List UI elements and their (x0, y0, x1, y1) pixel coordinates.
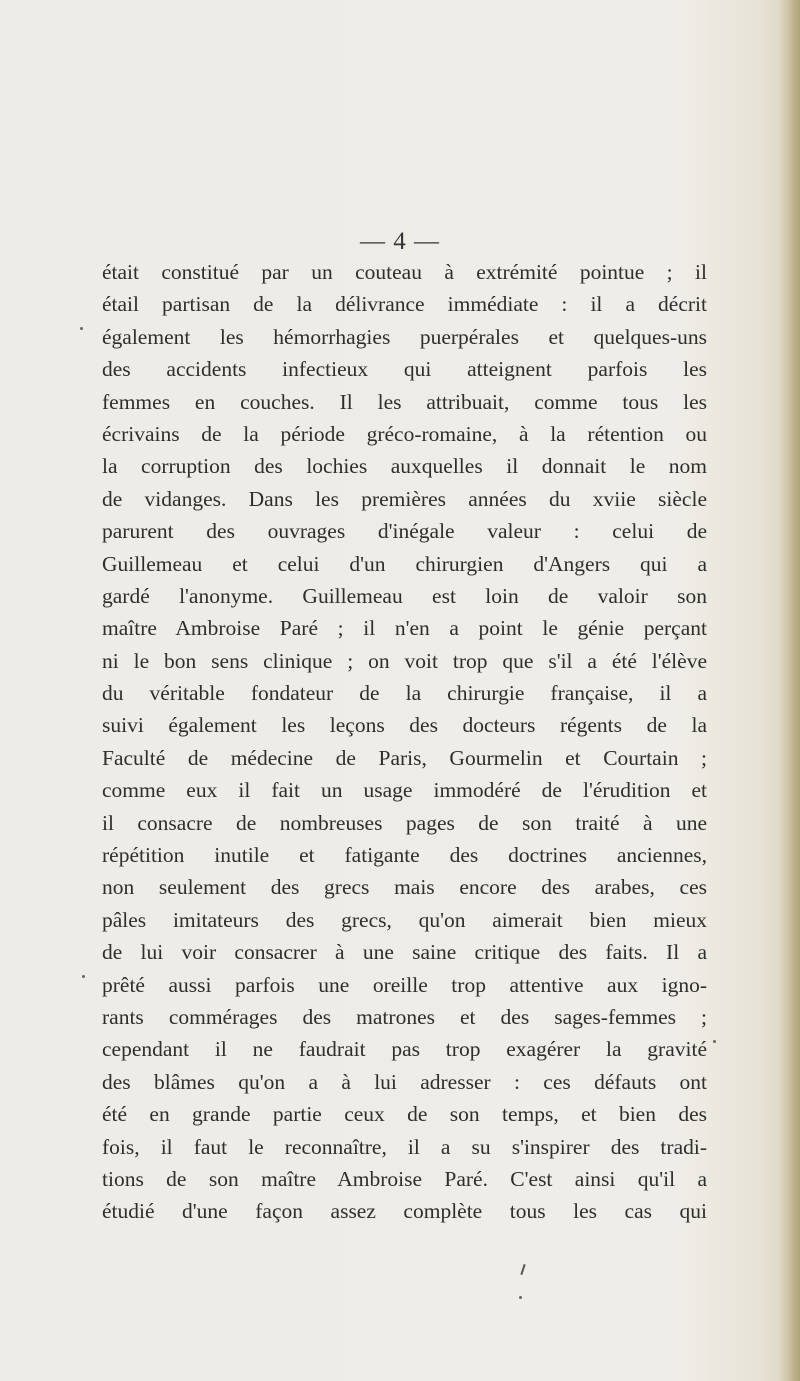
text-line: femmes en couches. Il les attribuait, comme tous les (102, 389, 707, 414)
text-line: tions de son maître Ambroise Paré. C'est ainsi qu'il a (102, 1166, 707, 1191)
text-line: étail partisan de la délivrance immédiate : il a décrit (102, 292, 707, 317)
text-line: parurent des ouvrages d'inégale valeur : celui de (102, 519, 707, 544)
text-line: ni le bon sens clinique ; on voit trop que s'il a été l'élève (102, 648, 707, 673)
text-line: de lui voir consacrer à une saine critique des faits. Il a (102, 940, 707, 965)
text-line: fois, il faut le reconnaître, il a su s'inspirer des tradi- (102, 1134, 707, 1159)
text-line: suivi également les leçons des docteurs régents de la (102, 713, 707, 738)
text-line: du véritable fondateur de la chirurgie française, il a (102, 681, 707, 706)
page-edge-shadow (778, 0, 800, 1381)
margin-speck (82, 975, 85, 978)
text-line: été en grande partie ceux de son temps, et bien des (102, 1102, 707, 1127)
text-line: comme eux il fait un usage immodéré de l'érudition et (102, 778, 707, 803)
text-line: répétition inutile et fatigante des doctrines anciennes, (102, 843, 707, 868)
ink-mark (520, 1264, 525, 1275)
page-number: — 4 — (360, 228, 440, 255)
text-line: écrivains de la période gréco-romaine, à la rétention ou (102, 421, 707, 446)
text-line: Faculté de médecine de Paris, Gourmelin et Courtain ; (102, 745, 707, 770)
text-line: également les hémorrhagies puerpérales et quelques-uns (102, 324, 707, 349)
text-line: Guillemeau et celui d'un chirurgien d'Angers qui a (102, 551, 707, 576)
text-line: la corruption des lochies auxquelles il donnait le nom (102, 454, 707, 479)
text-line: gardé l'anonyme. Guillemeau est loin de valoir son (102, 583, 707, 608)
text-line: des accidents infectieux qui atteignent parfois les (102, 357, 707, 382)
text-line: pâles imitateurs des grecs, qu'on aimerait bien mieux (102, 907, 707, 932)
margin-speck (713, 1040, 716, 1043)
text-line: des blâmes qu'on a à lui adresser : ces défauts ont (102, 1069, 707, 1094)
text-line: étudié d'une façon assez complète tous les cas qui (102, 1199, 707, 1224)
body-text (102, 256, 707, 1228)
text-line: il consacre de nombreuses pages de son traité à une (102, 810, 707, 835)
text-line: maître Ambroise Paré ; il n'en a point le génie perçant (102, 616, 707, 641)
text-line: était constitué par un couteau à extrémité pointue ; il (102, 260, 707, 284)
text-line: cependant il ne faudrait pas trop exagérer la gravité (102, 1037, 707, 1062)
margin-speck (519, 1296, 522, 1299)
text-line: rants commérages des matrones et des sages-femmes ; (102, 1004, 707, 1029)
text-line: prêté aussi parfois une oreille trop attentive aux igno- (102, 972, 707, 997)
margin-speck (80, 327, 83, 330)
text-line: de vidanges. Dans les premières années du xviie siècle (102, 486, 707, 511)
text-line: non seulement des grecs mais encore des arabes, ces (102, 875, 707, 900)
